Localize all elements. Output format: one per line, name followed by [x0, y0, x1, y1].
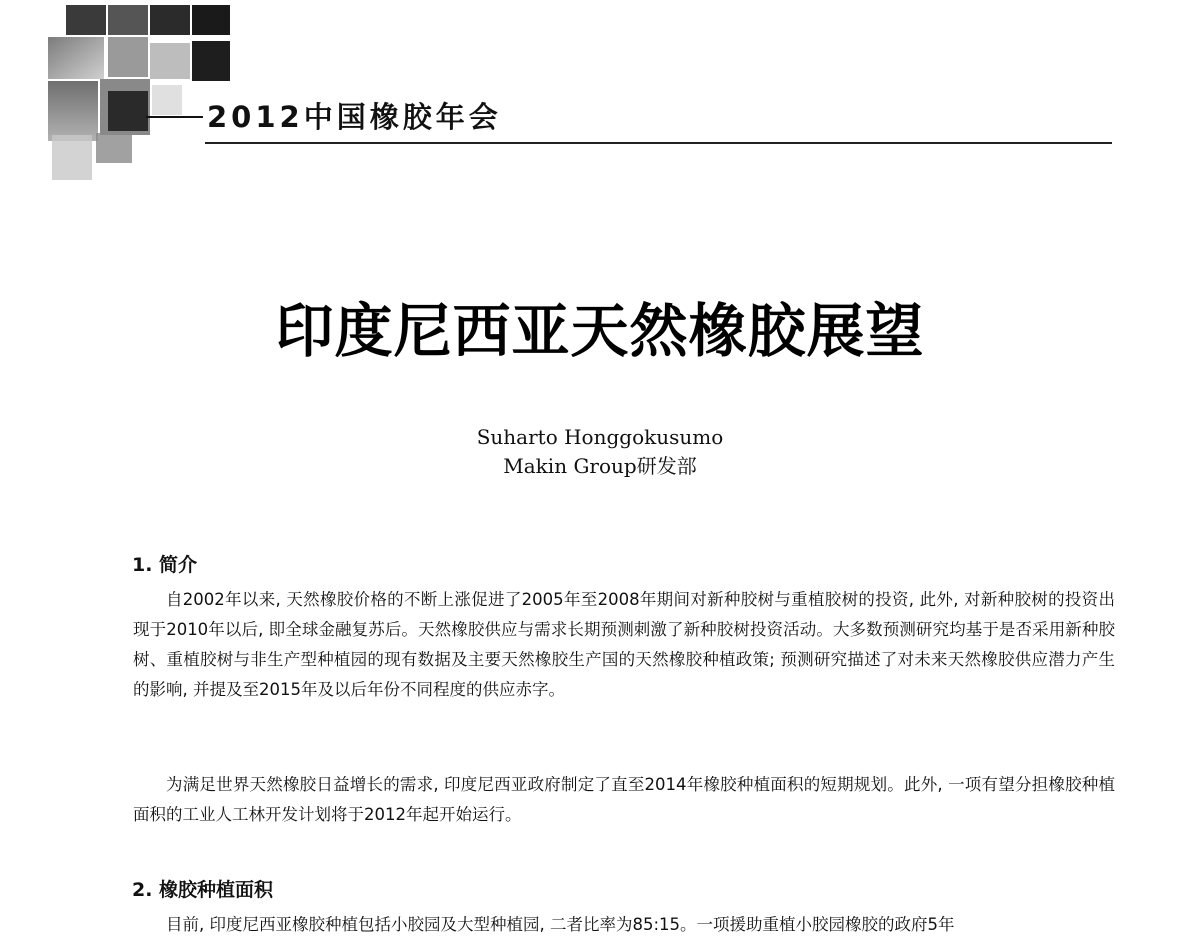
- conference-header-title: 2012中国橡胶年会: [207, 100, 502, 134]
- article-title: 印度尼西亚天然橡胶展望: [275, 297, 925, 365]
- intro-paragraph-1: 自2002年以来, 天然橡胶价格的不断上涨促进了2005年至2008年期间对新种胶树与重植胶树的投资, 此外, 对新种胶树的投资出现于2010年以后, 即全球金融复苏后。天然橡胶供应与需求长期预测刺激了新种胶树投资活动。大多数预测研究均基于是否采用新种胶树、重植胶树与非生产型种植园的现有数据及主要天然橡胶生产国的天然橡胶种植政策; 预测研究描述了对未来天然橡胶供应潜力产生的影响, 并提及至2015年及以后年份不同程度的供应赤字。: [133, 590, 1115, 699]
- intro-paragraph-2: 为满足世界天然橡胶日益增长的需求, 印度尼西亚政府制定了直至2014年橡胶种植面积的短期规划。此外, 一项有望分担橡胶种植面积的工业人工林开发计划将于2012年起开始运行。: [133, 775, 1115, 824]
- author-block: [0, 423, 1200, 481]
- planting-area-paragraph-1: 目前, 印度尼西亚橡胶种植包括小胶园及大型种植园, 二者比率为85:15。一项援助重植小胶园橡胶的政府5年: [166, 915, 955, 934]
- section-heading-intro: 1. 简介: [132, 554, 198, 576]
- header-divider: [205, 142, 1112, 144]
- author-affiliation: Makin Group研发部: [503, 454, 697, 478]
- section-heading-planting-area: 2. 橡胶种植面积: [132, 879, 274, 901]
- author-name: Suharto Honggokusumo: [476, 425, 724, 449]
